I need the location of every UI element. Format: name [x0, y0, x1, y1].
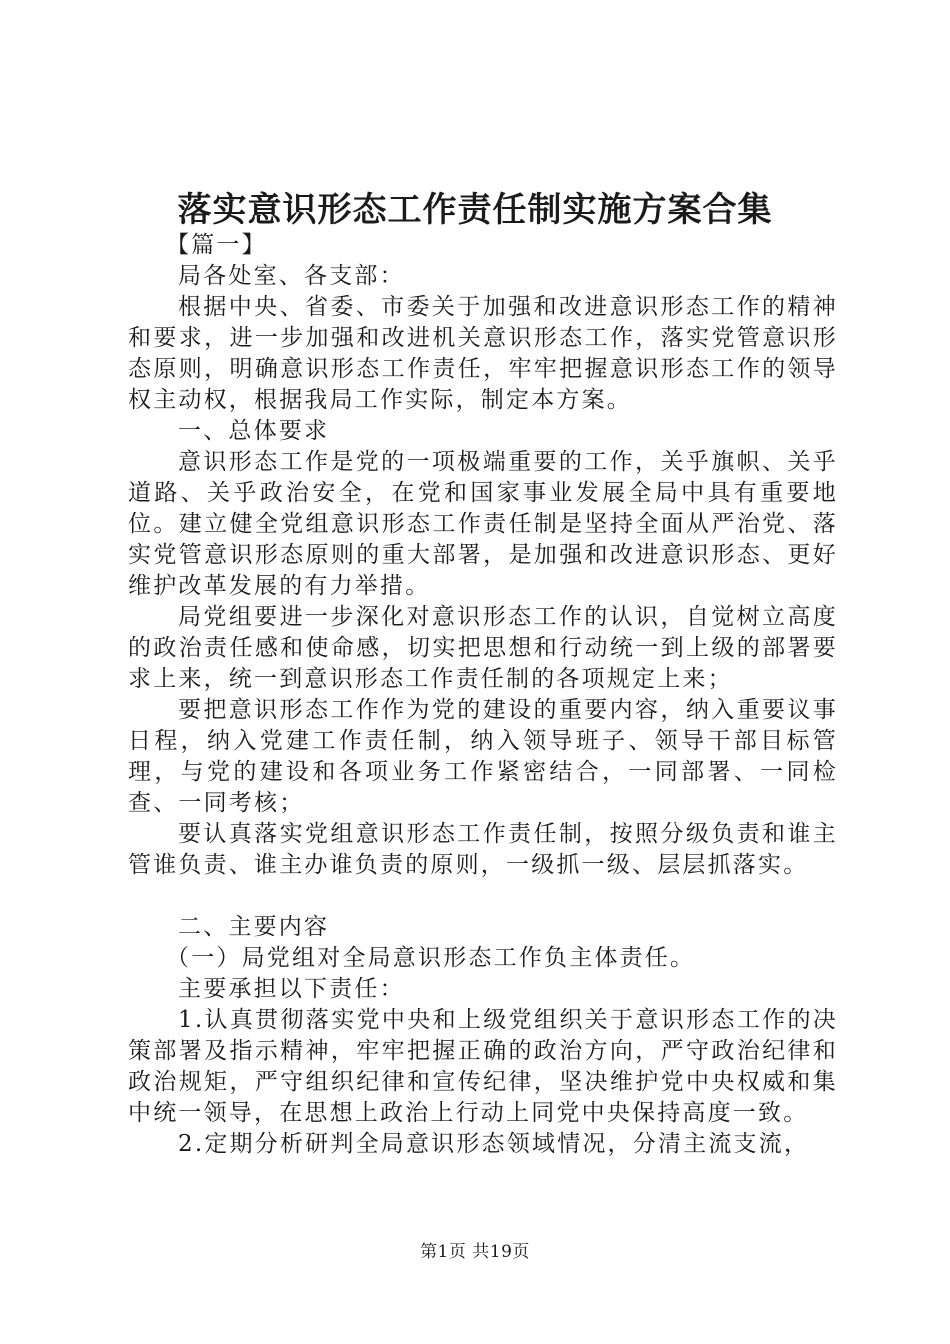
blank-line [128, 881, 838, 912]
document-title: 落实意识形态工作责任制实施方案合集 [177, 190, 773, 230]
section-marker: 【篇一】 [166, 232, 267, 258]
section-heading: 一、总体要求 [178, 418, 330, 444]
section-heading: 二、主要内容 [178, 914, 330, 940]
subsection-heading: （一）局党组对全局意识形态工作负主体责任。 [166, 945, 696, 971]
paragraph: 局党组要进一步深化对意识形态工作的认识，自觉树立高度的政治责任感和使命感，切实把思想和行动统一到上级的部署要求上来，统一到意识形态工作责任制的各项规定上来； [128, 604, 838, 692]
paragraph: 要认真落实党组意识形态工作责任制，按照分级负责和谁主管谁负责、谁主办谁负责的原则，一级抓一级、层层抓落实。 [128, 821, 838, 878]
page-footer: 第1页 共19页 [420, 1242, 530, 1262]
paragraph: 主要承担以下责任： [178, 976, 405, 1002]
paragraph: 要把意识形态工作作为党的建设的重要内容，纳入重要议事日程，纳入党建工作责任制，纳入领导班子、领导干部目标管理，与党的建设和各项业务工作紧密结合，一同部署、一同检查、一同考核； [128, 697, 838, 816]
paragraph: 意识形态工作是党的一项极端重要的工作，关乎旗帜、关乎道路、关乎政治安全，在党和国家事业发展全局中具有重要地位。建立健全党组意识形态工作责任制是坚持全面从严治党、落实党管意识形态原则的重大部署，是加强和改进意识形态、更好维护改革发展的有力举措。 [128, 449, 838, 599]
list-item: 2.定期分析研判全局意识形态领域情况，分清主流支流， [178, 1131, 810, 1157]
list-item: 1.认真贯彻落实党中央和上级党组织关于意识形态工作的决策部署及指示精神，牢牢把握正确的政治方向，严守政治纪律和政治规矩，严守组织纪律和宣传纪律，坚决维护党中央权威和集中统一领导，在思想上政治上行动上同党中央保持高度一致。 [128, 1007, 838, 1126]
document-body [128, 230, 838, 1160]
paragraph: 根据中央、省委、市委关于加强和改进意识形态工作的精神和要求，进一步加强和改进机关意识形态工作，落实党管意识形态原则，明确意识形态工作责任，牢牢把握意识形态工作的领导权主动权，根据我局工作实际，制定本方案。 [128, 294, 838, 413]
salutation: 局各处室、各支部： [178, 263, 405, 289]
